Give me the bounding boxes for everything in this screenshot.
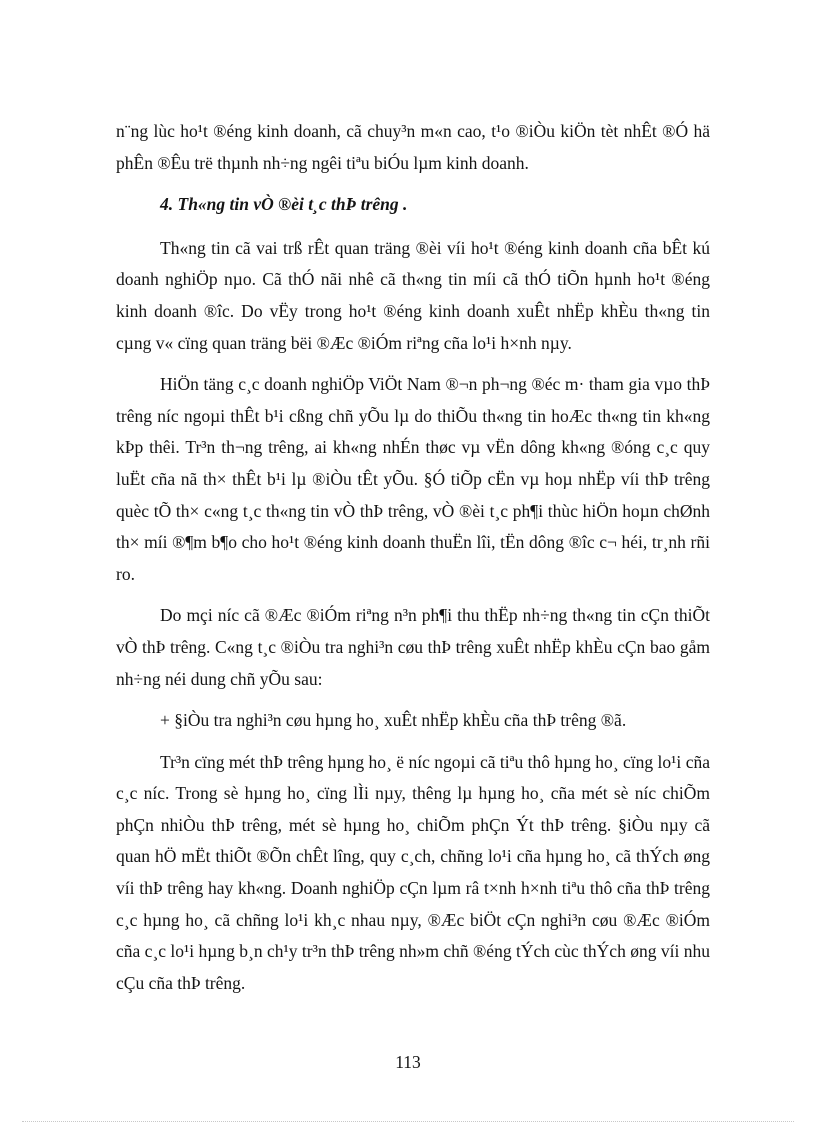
paragraph-market-research: Do mçi níc cã ®Æc ®iÓm riªng n³n ph¶i thu thËp nh÷ng th«ng tin cÇn thiÕt vÒ thÞ trêng. C«ng t¸c ®iÒu tra nghi³n cøu thÞ trêng xuÊt nhËp khÈu cÇn bao gåm nh÷ng néi dung chñ yÕu sau:: [116, 605, 710, 689]
paragraph-information-role: Th«ng tin cã vai trß rÊt quan träng ®èi víi ho¹t ®éng kinh doanh cña bÊt kú doanh nghiÖp nµo. Cã thÓ nãi nhê cã th«ng tin míi cã thÓ tiÕn hµnh ho¹t ®éng kinh doanh ®îc. Do vËy trong ho¹t ®éng kinh doanh xuÊt nhËp khÈu th«ng tin cµng v« cïng quan träng bëi ®Æc ®iÓm riªng cña lo¹i h×nh nµy.: [116, 237, 710, 353]
page-number: 113: [395, 1052, 421, 1072]
paragraph-goods-market-share: Tr³n cïng mét thÞ trêng hµng ho¸ ë níc ngoµi cã tiªu thô hµng ho¸ cïng lo¹i cña c¸c níc. Trong sè hµng ho¸ cïng lÌi nµy, thêng lµ hµng ho¸ cña mét sè níc chiÕm phÇn nhiÒu thÞ trêng, mét sè hµng ho¸ chiÕm phÇn Ýt thÞ trêng. §iÒu nµy cã quan hÖ mËt thiÕt ®Õn chÊt lîng, quy c¸ch, chñng lo¹i cña hµng ho¸ cã thÝch øng víi thÞ trêng hay kh«ng. Doanh nghiÖp cÇn lµm râ t×nh h×nh tiªu thô cña thÞ trêng c¸c hµng ho¸ cã chñng lo¹i kh¸c nhau nµy, ®Æc biÖt cÇn nghi³n cøu ®Æc ®iÓm cña c¸c lo¹i hµng b¸n ch¹y tr³n thÞ trêng nh»m chñ ®éng tÝch cùc thÝch øng víi nhu cÇu cña thÞ trêng.: [116, 751, 710, 993]
paragraph-continuation: n¨ng lùc ho¹t ®éng kinh doanh, cã chuy³n m«n cao, t¹o ®iÒu kiÖn tèt nhÊt ®Ó hä phÊn ®Êu trë thµnh nh÷ng ngêi tiªu biÓu lµm kinh doanh.: [116, 121, 710, 173]
bottom-dotted-rule: [22, 1121, 794, 1122]
section-heading: 4. Th«ng tin vÒ ®èi t¸c thÞ trêng .: [160, 194, 408, 215]
page-body: [116, 116, 710, 1009]
paragraph-vietnam-enterprises: HiÖn täng c¸c doanh nghiÖp ViÖt Nam ®¬n ph¬ng ®éc m· tham gia vµo thÞ trêng níc ngoµi thÊt b¹i cßng chñ yÕu lµ do thiÕu th«ng tin hoÆc th«ng tin kh«ng kÞp thêi. Tr³n th¬ng trêng, ai kh«ng nhÉn thøc vµ vËn dông kh«ng ®óng c¸c quy luËt cña nã th× thÊt b¹i lµ ®iÒu tÊt yÕu. §Ó tiÕp cËn vµ hoµ nhËp víi thÞ trêng quèc tÕ th× c«ng t¸c th«ng tin vÒ thÞ trêng, vÒ ®èi t¸c ph¶i thùc hiÖn hoµn chØnh th× míi ®¶m b¶o cho ho¹t ®éng kinh doanh thuËn lîi, tËn dông ®îc c¬ héi, tr¸nh rñi ro.: [116, 374, 710, 584]
paragraph-bullet-goods-research: + §iÒu tra nghi³n cøu hµng ho¸ xuÊt nhËp khÈu cña thÞ trêng ®ã.: [160, 710, 627, 731]
